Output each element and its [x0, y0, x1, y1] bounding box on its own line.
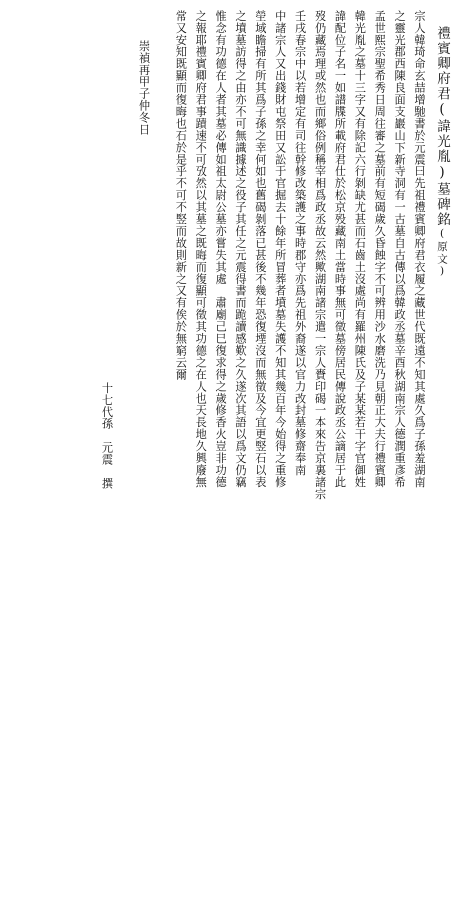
text-column: 韓光胤之墓十三字又有除記六行剝缺尤甚而石齒土沒處尚有羅州陳氏及子某某若干字官御姓	[353, 10, 367, 488]
text-column: 之墳墓訪得之由亦不可無識據述之役子其任之元震得書而跪讀感歎之久遂次其語以爲文仍竊	[233, 10, 247, 488]
inscription-title	[433, 10, 451, 546]
title-note: (原文)	[436, 227, 448, 279]
text-column: 惟念有功德在人者其墓必傳如祖太尉公墓亦嘗失其處 肅廟己巳復求得之歲修香火豈非功德	[214, 10, 228, 488]
text-column: 之報耶禮賓卿府君事蹟速不可攷然以其墓之既晦而復顯可徵其功德之在人也天長地久興廢無	[194, 10, 208, 488]
text-column: 宗人韓琦命玄喆增馳書於元震曰先祖禮賓卿府君衣履之藏世代既遠不知其處久爲子孫羞湖南	[413, 10, 426, 488]
text-column: 常又安知既顯而復晦也石於是乎不可不竪而故則新之又有俟於無窮云爾	[174, 10, 188, 381]
text-column: 中諸宗人又出錢財屯祭田又訟于官掘去十餘年所冒葬者墳墓失護不知其幾百年今始得之重修	[273, 10, 287, 488]
column-spacer	[115, 10, 132, 533]
text-column: 之靈光郡西陳良面支巖山下新寺洞有一古墓自古傳以爲韓政丞墓辛酉秋湖南宗人德潤重彥希	[393, 10, 407, 488]
author-line: 十七代孫 元震 撰	[100, 382, 114, 490]
title-text: 禮賓卿府君(諱光胤)墓碑銘	[434, 26, 450, 228]
date-line: 崇禎再甲子仲冬日	[137, 40, 151, 136]
text-column: 諱配位子名一如譜牒所載府君仕於松京殁藏南土當時事無可徵墓傍居民傳說政丞公謫居于此	[333, 10, 347, 488]
text-column: 歿仍藏焉理或然也而鄉俗例稱宰相爲政丞故云然歟湖南諸宗遣一宗人賚印碣一本來告京裏諸宗	[313, 10, 327, 500]
text-column: 壬戌春宗中以若增定有司往幹修改築護之事時郡守亦爲先祖外裔遂以官力改封墓修齋奉南	[293, 10, 307, 477]
column-spacer	[151, 10, 168, 533]
text-column: 塋域瞻掃有所其爲子孫之幸何如也舊碣剝落已甚後不幾年恐復堙沒而無徵及今宜更竪石以表	[253, 10, 267, 488]
text-column: 孟世熙宗聖希秀日周往審之墓前有短碣歲久昏蝕字不可辨用沙水磨洗乃見朝正大夫行禮賓卿	[373, 10, 387, 488]
